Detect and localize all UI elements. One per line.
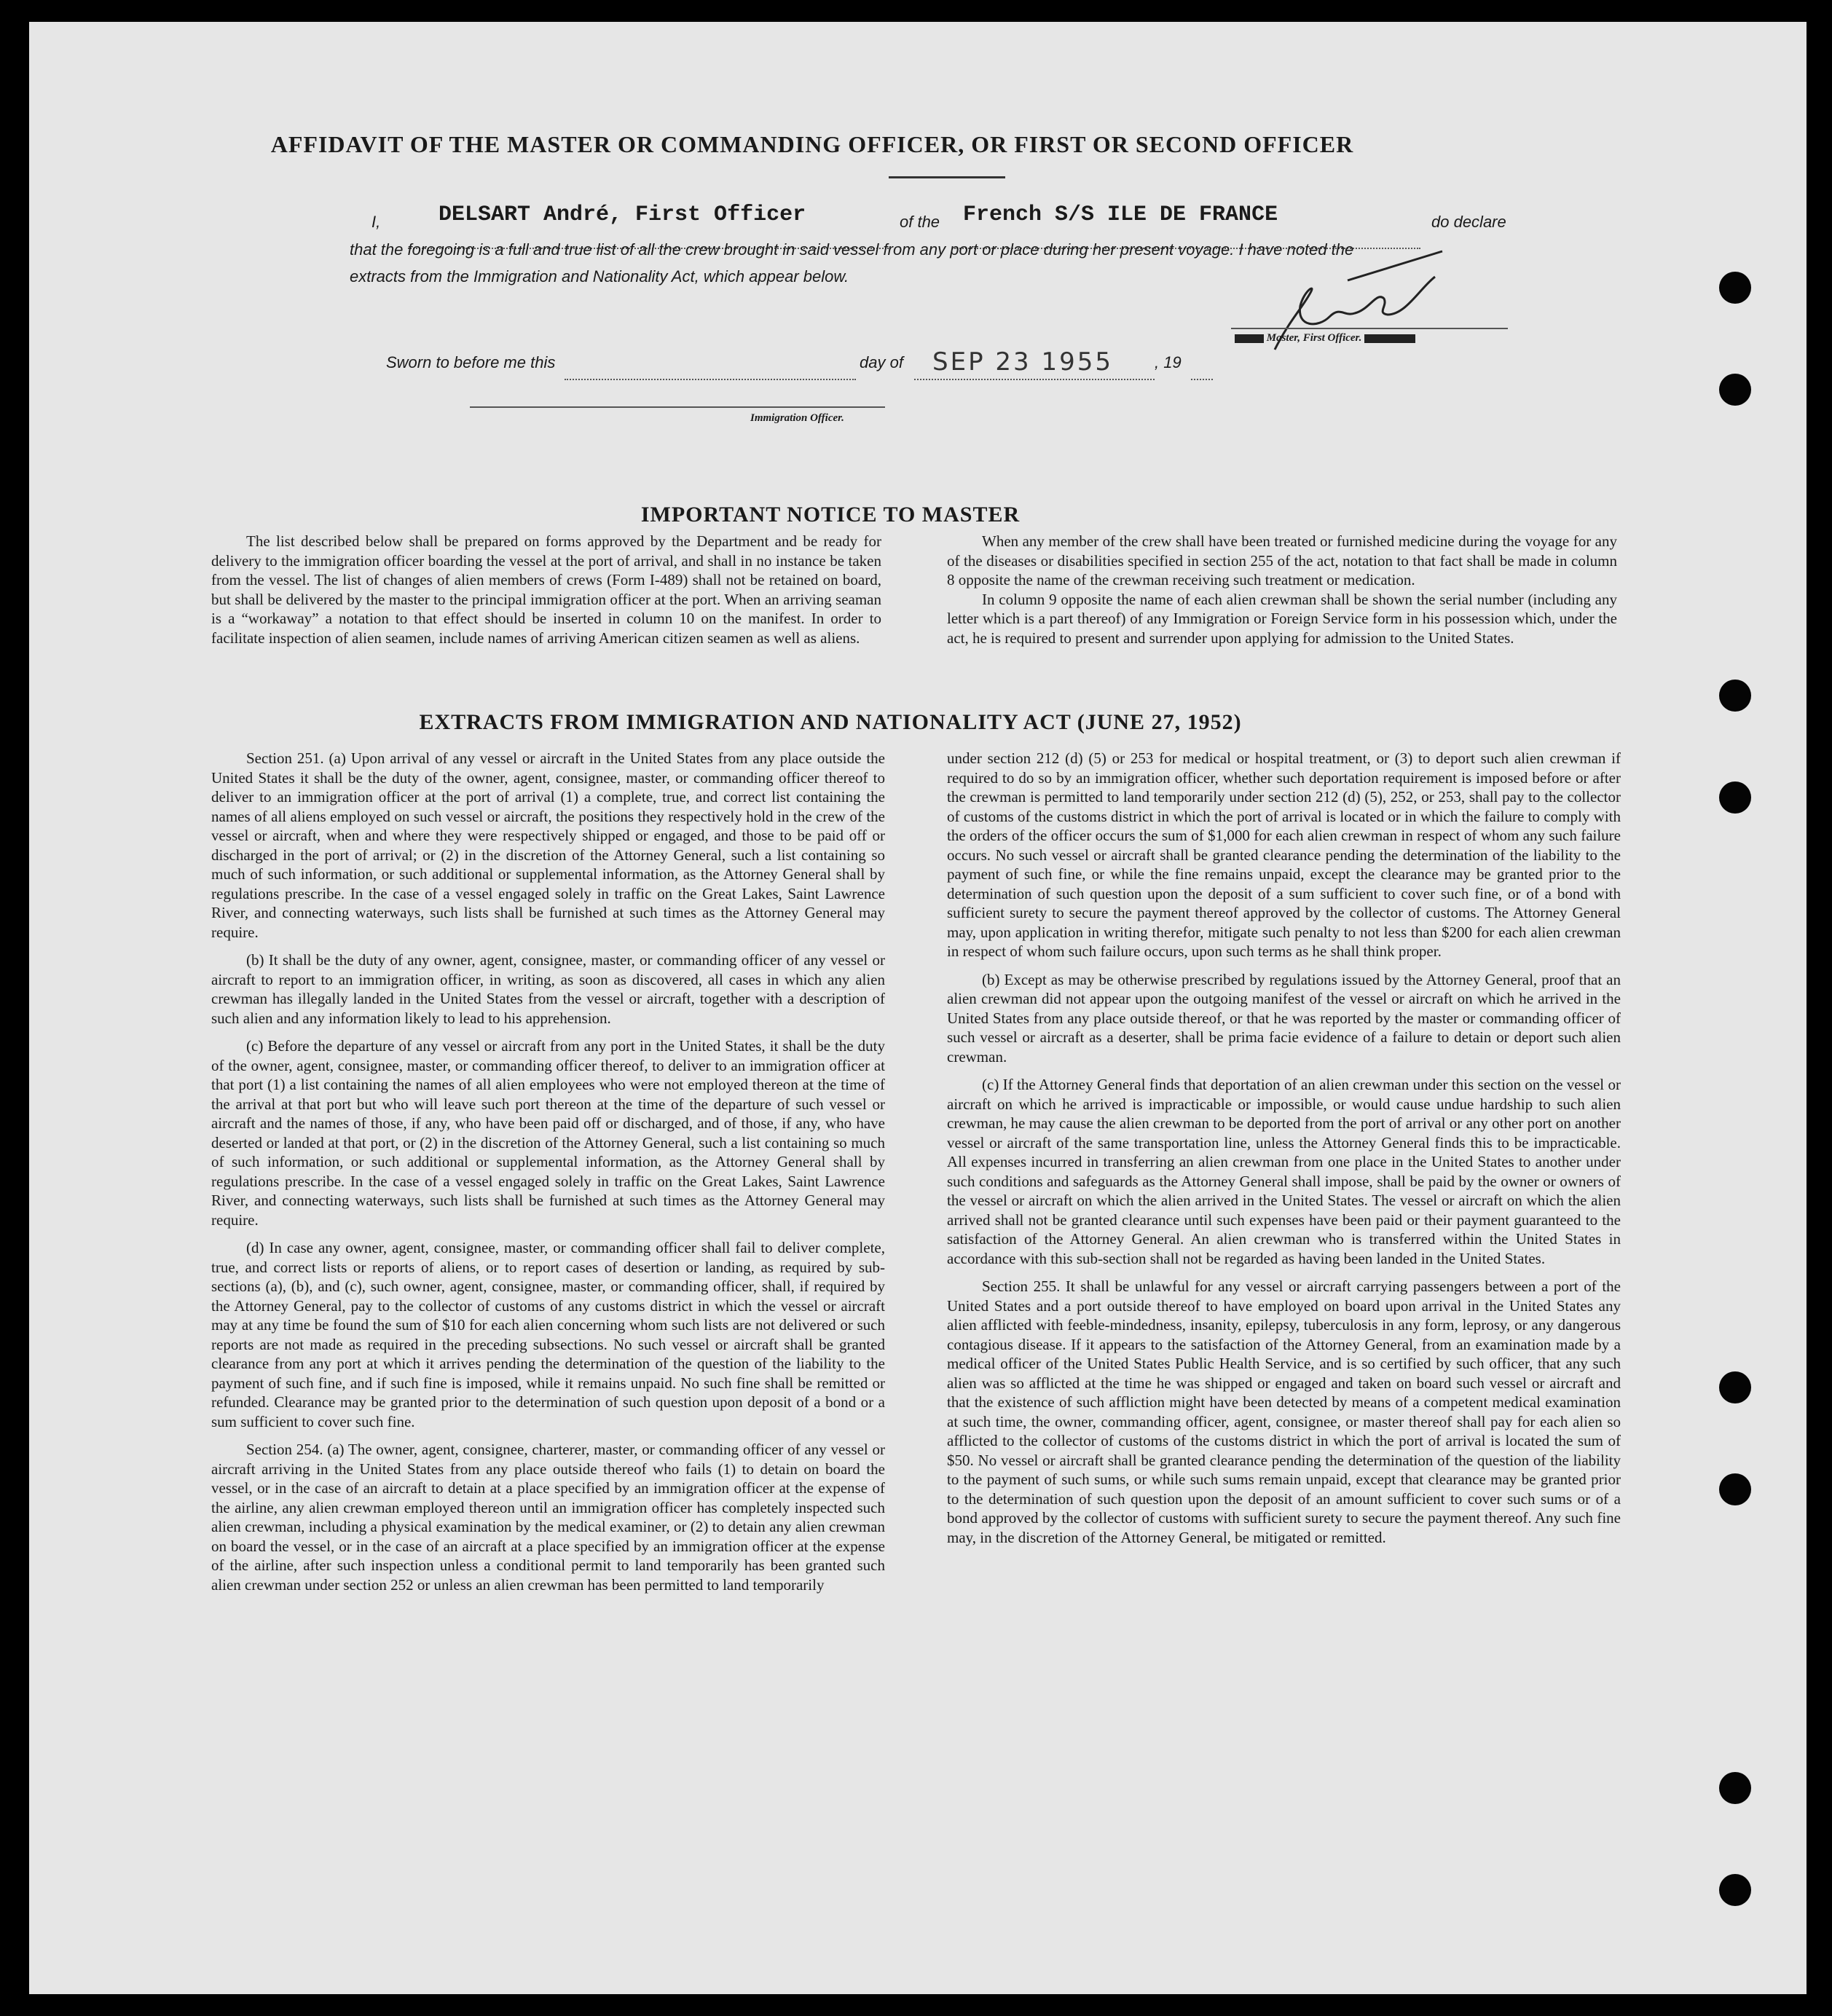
- section-251-a: Section 251. (a) Upon arrival of any vessel or aircraft in the United States from any place outside the United States it shall be the duty of the owner, agent, consignee, master, or commanding officer thereof to deliver to an immigration officer at the port of arrival (1) a complete, true, and correct list containing the names of all aliens employed on such vessel or aircraft, the positions they respectively hold in the crew of the vessel or aircraft, when and where they were respectively shipped or engaged, and those to be paid off or discharged in the port of arrival; or (2) in the discretion of the Attorney General, such a list containing so much of such information, or such additional or supplemental information, as the Attorney General shall by regulations prescribe. In the case of a vessel engaged solely in traffic on the Great Lakes, Saint Lawrence River, and connecting waterways, such lists shall be furnished at such times as the Attorney General may require.: [211, 749, 885, 941]
- year-fill-line: [1191, 364, 1213, 380]
- binder-hole: [1719, 272, 1751, 304]
- document-page: [29, 22, 1807, 1994]
- sworn-day-line: [565, 364, 856, 380]
- section-254-a: Section 254. (a) The owner, agent, consignee, charterer, master, or commanding officer of any vessel or aircraft arriving in the United States from any place outside thereof who fails (1) to detain on board the vessel, or in the case of an aircraft to detain at a place specified by an immigration officer at the expense of the airline, any alien crewman employed thereon until an immigration officer has completely inspected such alien crewman, including a physical examination by the medical examiner, or (2) to detain any alien crewman on board the vessel, or in the case of an aircraft at a place specified by an immigration officer at the expense of the airline, after such inspection unless a conditional permit to land temporarily has been granted such alien crewman under section 252 or unless an alien crewman has been permitted to land temporarily: [211, 1441, 885, 1594]
- year-prefix: , 19: [1155, 353, 1182, 371]
- title-stamp-redact: [1235, 334, 1264, 343]
- date-stamp: SEP 23 1955: [932, 347, 1113, 377]
- binder-hole: [1719, 1772, 1751, 1804]
- section-255: Section 255. It shall be unlawful for any vessel or aircraft carrying passengers between a port of the United States and a port outside thereof to have employed on board upon arrival in the United States any alien afflicted with feeble-mindedness, insanity, epilepsy, tuberculosis in any form, leprosy, or any dangerous contagious disease. If it appears to the satisfaction of the Attorney General, from an examination made by a medical officer of the United States Public Health Service, and is so certified by such officer, that any such alien was so afflicted at the time he was shipped or engaged and taken on board such vessel or aircraft and that the existence of such affliction might have been detected by means of a competent medical examination at such time, the owner, commanding officer, agent, consignee, or master thereof shall pay for each alien so afflicted to the collector of customs of the customs district in which the port of arrival is located the sum of $50. No vessel or aircraft shall be granted clearance pending the determination of the question of the liability to the payment of such sums, or while such sums remain unpaid, except that clearance may be granted prior to the determination of such question upon the deposit of an amount sufficient to cover such sums or of a bond approved by the collector of customs with sufficient surety to secure the payment thereof. Any such fine may, in the discretion of the Attorney General, be mitigated or remitted.: [947, 1277, 1621, 1546]
- statement-line-1: that the foregoing is a full and true list of all the crew brought in said vessel from any port or place during her present voyage. I have noted the: [350, 240, 1354, 259]
- binder-hole: [1719, 781, 1751, 814]
- statement-line-2: extracts from the Immigration and Nationality Act, which appear below.: [350, 267, 849, 286]
- notice-right-paragraph-2: In column 9 opposite the name of each alien crewman shall be shown the serial number (including any letter which is a part thereof) of any Immigration or Foreign Service form in his possession which, under the act, he is required to present and surrender upon applying for admission to the United States.: [947, 590, 1617, 647]
- section-254-b: (b) Except as may be otherwise prescribed by regulations issued by the Attorney General, proof that an alien crewman did not appear upon the outgoing manifest of the vessel or aircraft on which he arrived in the United States from any place outside thereof, or that he was reported by the master or commanding officer of such vessel or aircraft as a deserter, shall be prima facie evidence of a failure to detain or deport such alien crewman.: [947, 970, 1621, 1066]
- section-251-b: (b) It shall be the duty of any owner, agent, consignee, master, or commanding officer of any vessel or aircraft to report to an immigration officer, in writing, as soon as discovered, all cases in which any alien crewman has illegally landed in the United States from the vessel or aircraft, together with a description of such alien and any information likely to lead to his apprehension.: [211, 951, 885, 1027]
- officer-name-typed: DELSART André, First Officer: [439, 202, 806, 227]
- sworn-label: Sworn to before me this: [386, 353, 556, 371]
- affidavit-title: AFFIDAVIT OF THE MASTER OR COMMANDING OFFICER, OR FIRST OR SECOND OFFICER: [270, 131, 1354, 157]
- section-251-c: (c) Before the departure of any vessel or aircraft from any port in the United States, it shall be the duty of the owner, agent, consignee, master, or commanding officer thereof, to deliver to an immigration officer at that port (1) a list containing the names of all alien employees who were not employed thereon at the time of the arrival at that port but who will leave such port thereon at the time of the departure of such vessel or aircraft and the names of those, if any, who have been paid off or discharged, and of those, if any, who have deserted or landed at that port, or (2) in the discretion of the Attorney General, such a list containing so much of such information, or such additional or supplemental information, as the Attorney General shall by regulations prescribe. In the case of a vessel engaged solely in traffic on the Great Lakes, Saint Lawrence River, and connecting waterways, such lists shall be furnished at such times as the Attorney General may require.: [211, 1037, 885, 1229]
- notice-left-paragraph: The list described below shall be prepared on forms approved by the Department and be ready for delivery to the immigration officer boarding the vessel at the port of arrival, and shall in no instance be taken from the vessel. The list of changes of alien members of crews (Form I-489) shall not be retained on board, but shall be delivered by the master to the principal immigration officer at the port. When an arriving seaman is a “workaway” a notation to that effect should be inserted in column 10 on the manifest. In order to facilitate inspection of alien seamen, include names of arriving American citizen seamen as well as aliens.: [211, 532, 881, 647]
- title-stamp-redact-2: [1364, 334, 1415, 343]
- notice-right-paragraph-1: When any member of the crew shall have been treated or furnished medicine during the voyage for any of the diseases or disabilities specified in section 255 of the act, notation to that fact shall be made in column 8 opposite the name of the crewman receiving such treatment or medication.: [947, 532, 1617, 588]
- section-251-d: (d) In case any owner, agent, consignee, master, or commanding officer shall fail to deliver complete, true, and correct lists or reports of aliens, or to report cases of desertion or landing, as required by sub-sections (a), (b), and (c), such owner, agent, consignee, master, or commanding officer, shall, if required by the Attorney General, pay to the collector of customs of any customs district in which the vessel or aircraft may at any time be found the sum of $10 for each alien concerning whom such lists are not delivered or such reports are not made as required in the preceding subsections. No such vessel or aircraft shall be granted clearance from any port at which it arrives pending the determination of the question of the liability to the payment of such fine, and if such fine is imposed, while it remains unpaid. No such fine shall be remitted or refunded. Clearance may be granted prior to the determination of such question upon deposit of a bond or a sum sufficient to cover such fine.: [211, 1239, 885, 1430]
- notice-right-column: [947, 532, 1617, 656]
- section-254-c: (c) If the Attorney General finds that deportation of an alien crewman under this section on the vessel or aircraft on which he arrived is impracticable or impossible, or would cause undue hardship to such alien crewman, he may cause the alien crewman to be deported from the port of arrival or any other port on another vessel or aircraft of the same transportation line, unless the Attorney General finds this to be impracticable. All expenses incurred in transferring an alien crewman from one place in the United States to another under such conditions and safeguards as the Attorney General shall impose, shall be paid by the owner or owners of the vessel or aircraft on which the alien arrived in the United States. The vessel or aircraft on which the alien arrived shall not be granted clearance until such expenses have been paid or their payment guaranteed to the satisfaction of the Attorney General. An alien crewman who is transferred within the United States in accordance with this sub-section shall not be regarded as having been landed in the United States.: [947, 1076, 1621, 1267]
- extracts-title: EXTRACTS FROM IMMIGRATION AND NATIONALITY ACT (JUNE 27, 1952): [419, 710, 1242, 734]
- binder-hole: [1719, 1874, 1751, 1906]
- section-254-a-continued: under section 212 (d) (5) or 253 for medical or hospital treatment, or (3) to deport such alien crewman if required to do so by an immigration officer, whether such deportation requirement is imposed before or after the crewman is permitted to land temporarily under section 212 (d) (5), 252, or 253, shall pay to the collector of customs of the customs district in which the port of arrival is located or in which the failure to comply with the orders of the officer occurs the sum of $1,000 for each alien crewman in respect of whom any such failure occurs. No such vessel or aircraft shall be granted clearance pending the determination of the liability to the payment of such fine, or while the fine remains unpaid, except the clearance may be granted prior to the determination of such question upon the deposit of a sum sufficient to cover such fine, or of a bond with sufficient surety to secure the payment thereof approved by the collector of customs. The Attorney General may, upon application in writing therefor, mitigate such penalty to not less than $200 for each alien crewman in respect of whom such failure occurs, upon such terms as he shall think proper.: [947, 749, 1621, 960]
- officer-caption-text: Master, First Officer.: [1266, 332, 1362, 344]
- binder-hole: [1719, 680, 1751, 712]
- notice-left-column: [211, 532, 881, 656]
- extracts-right-column: [947, 749, 1621, 1556]
- day-of-label: day of: [860, 353, 903, 371]
- immigration-officer-line: [470, 392, 885, 408]
- extracts-left-column: [211, 749, 885, 1603]
- do-declare-label: do declare: [1431, 213, 1506, 231]
- officer-title-caption: [1235, 332, 1415, 344]
- declare-i-label: I,: [371, 213, 381, 231]
- binder-hole: [1719, 1473, 1751, 1505]
- vessel-name-typed: French S/S ILE DE FRANCE: [963, 202, 1278, 227]
- binder-hole: [1719, 1371, 1751, 1403]
- signature-line: [1231, 313, 1508, 329]
- immigration-officer-caption: Immigration Officer.: [750, 412, 844, 424]
- title-underline: [889, 176, 1005, 178]
- notice-title: IMPORTANT NOTICE TO MASTER: [640, 503, 1021, 527]
- binder-hole: [1719, 374, 1751, 406]
- of-the-label: of the: [900, 213, 940, 231]
